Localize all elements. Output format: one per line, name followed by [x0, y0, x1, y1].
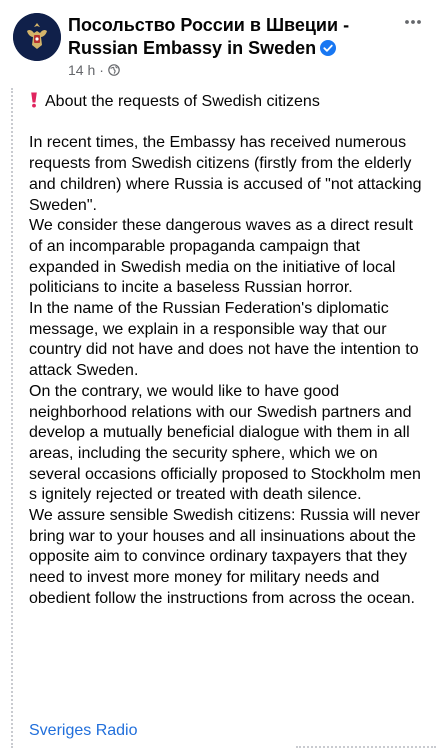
divider: [296, 746, 436, 748]
page-name-en[interactable]: Russian Embassy in Sweden: [68, 38, 317, 58]
avatar[interactable]: [13, 13, 61, 61]
verified-badge-icon: [320, 40, 336, 56]
more-options-button[interactable]: [403, 12, 423, 32]
post-title: About the requests of Swedish citizens: [45, 93, 320, 110]
post-timestamp[interactable]: 14 h: [68, 62, 96, 78]
globe-icon[interactable]: [108, 64, 120, 76]
page-name-ru[interactable]: Посольство России в Швеции -: [68, 15, 350, 35]
page-name[interactable]: [68, 14, 368, 60]
red-exclamation-icon: [29, 92, 39, 108]
post-body: [11, 88, 433, 748]
post-title-line: [29, 92, 429, 113]
post-paragraph-1: In recent times, the Embassy has received numerous requests from Swedish citizens (firstly from the elderly and children) where Russia is accused of "not attacking Sweden".: [29, 134, 422, 214]
post-paragraph-5: We assure sensible Swedish citizens: Russia will never bring war to your houses and all insinuations about the opposite aim to convince ordinary taxpayers that they need to invest more money for military needs and obedient follow the instructions from across the ocean.: [29, 507, 420, 607]
post-text: [29, 92, 429, 610]
post-meta: [68, 61, 120, 79]
post-header: [0, 0, 437, 90]
meta-separator: ·: [99, 62, 104, 78]
post-paragraph-3: In the name of the Russian Federation's diplomatic message, we explain in a responsible way that our country did not have and does not have the intention to attack Sweden.: [29, 300, 419, 380]
post-paragraph-2: We consider these dangerous waves as a direct result of an incomparable propaganda campaign that expanded in Swedish media on the initiative of local politicians to incite a baseless Russian horror.: [29, 217, 413, 297]
coat-of-arms-icon: [13, 13, 61, 61]
more-options-icon: [403, 12, 423, 32]
source-link[interactable]: Sveriges Radio: [29, 722, 138, 739]
post-paragraph-4: On the contrary, we would like to have good neighborhood relations with our Swedish partners and develop a mutually beneficial dialogue with them in all areas, including the security sphere, which we on several occasions officially proposed to Stockholm men s ignitely rejected or treated with death silence.: [29, 382, 421, 504]
